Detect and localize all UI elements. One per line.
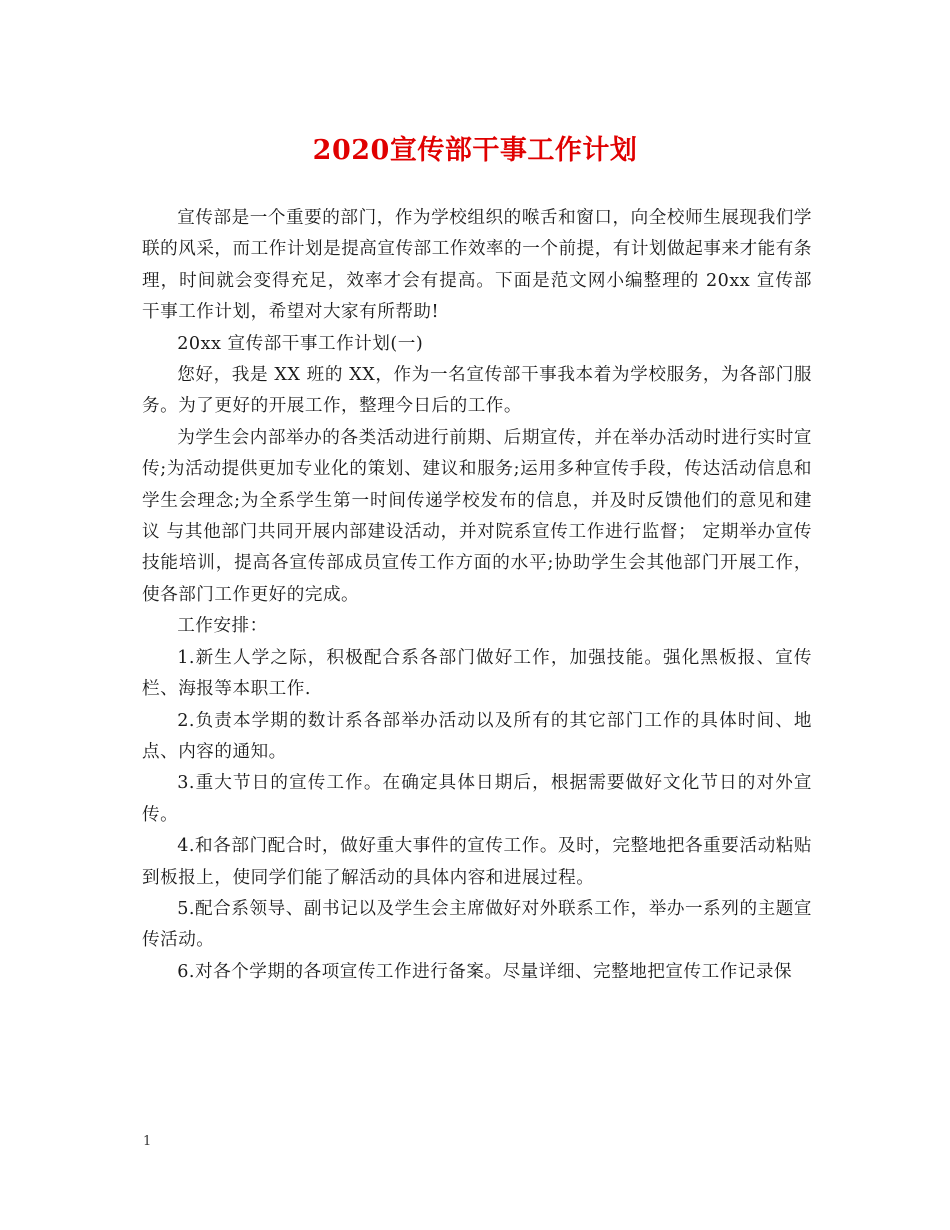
list-item-4: 4.和各部门配合时，做好重大事件的宣传工作。及时，完整地把各重要活动粘贴到板报上，使同学们能了解活动的具体内容和进展过程。 xyxy=(142,836,812,888)
page-number: 1 xyxy=(143,1134,152,1149)
document-title: 2020宣传部干事工作计划 xyxy=(312,135,638,166)
paragraph-intro: 宣传部是一个重要的部门，作为学校组织的喉舌和窗口，向全校师生展现我们学联的风采，而工作计划是提高宣传部工作效率的一个前提，有计划做起事来才能有条理，时间就会变得充足，效率才会有提高。下面是范文网小编整理的 20xx 宣传部干事工作计划，希望对大家有所帮助! xyxy=(142,208,812,323)
list-item-3: 3.重大节日的宣传工作。在确定具体日期后，根据需要做好文化节日的对外宣传。 xyxy=(142,773,812,825)
list-item-2: 2.负责本学期的数计系各部举办活动以及所有的其它部门工作的具体时间、地点、内容的通知。 xyxy=(142,710,812,762)
paragraph-duties: 为学生会内部举办的各类活动进行前期、后期宣传，并在举办活动时进行实时宣传;为活动提供更加专业化的策划、建议和服务;运用多种宣传手段，传达活动信息和学生会理念;为全系学生第一时间传递学校发布的信息，并及时反馈他们的意见和建议 与其他部门共同开展内部建设活动，并对院系宣传工作进行监督； 定期举办宣传技能培训，提高各宣传部成员宣传工作方面的水平;协助学生会其他部门开展工作，使各部门工作更好的完成。 xyxy=(142,427,812,605)
paragraph-section-heading: 20xx 宣传部干事工作计划(一) xyxy=(177,333,424,354)
list-item-1: 1.新生人学之际，积极配合系各部门做好工作，加强技能。强化黑板报、宣传栏、海报等本职工作. xyxy=(142,647,812,700)
paragraph-arrangement-heading: 工作安排： xyxy=(177,616,268,637)
document-body xyxy=(142,203,812,988)
list-item-5: 5.配合系领导、副书记以及学生会主席做好对外联系工作，举办一系列的主题宣传活动。 xyxy=(142,898,812,951)
list-item-6: 6.对各个学期的各项宣传工作进行备案。尽量详细、完整地把宣传工作记录保 xyxy=(177,961,793,982)
paragraph-greeting: 您好，我是 XX 班的 XX，作为一名宣传部干事我本着为学校服务，为各部门服务。为了更好的开展工作，整理今日后的工作。 xyxy=(142,365,812,417)
